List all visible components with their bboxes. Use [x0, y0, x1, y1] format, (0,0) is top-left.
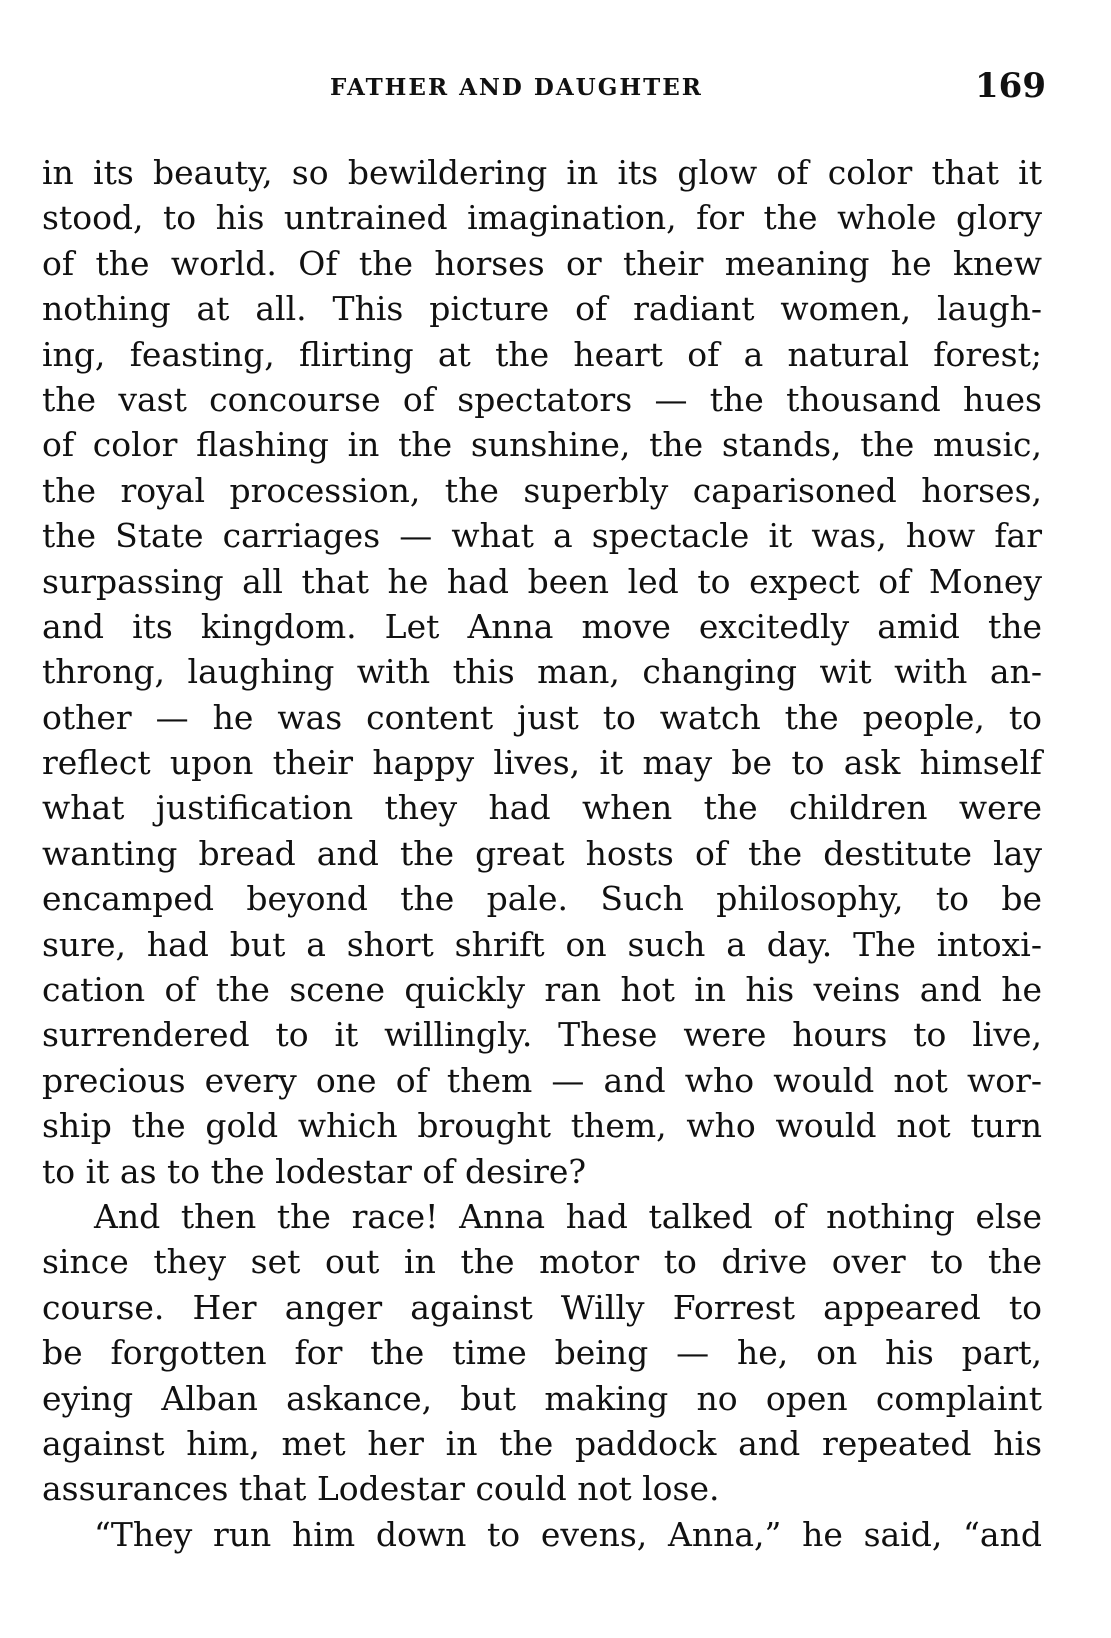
text-line: ship the gold which brought them, who would not turn	[42, 1106, 1042, 1146]
text-line: precious every one of them — and who would not wor-	[42, 1060, 1042, 1100]
text-line: be forgotten for the time being — he, on his part,	[42, 1333, 1042, 1373]
running-head	[0, 66, 1111, 106]
text-line: what justification they had when the children were	[42, 788, 1042, 828]
text-line: of the world. Of the horses or their meaning he knew	[42, 243, 1042, 283]
text-line: sure, had but a short shrift on such a day. The intoxi-	[42, 924, 1042, 964]
paragraph-start-line: And then the race! Anna had talked of nothing else	[94, 1196, 1042, 1236]
text-line: course. Her anger against Willy Forrest appeared to	[42, 1287, 1042, 1327]
text-line: of color flashing in the sunshine, the stands, the music,	[42, 425, 1042, 465]
text-line: other — he was content just to watch the people, to	[42, 697, 1042, 737]
text-line: since they set out in the motor to drive over to the	[42, 1242, 1042, 1282]
text-line: nothing at all. This picture of radiant women, laugh-	[42, 289, 1042, 329]
text-line: against him, met her in the paddock and repeated his	[42, 1423, 1042, 1463]
running-head-title: FATHER AND DAUGHTER	[330, 74, 703, 101]
text-line: surpassing all that he had been led to expect of Money	[42, 561, 1042, 601]
text-line: the State carriages — what a spectacle it was, how far	[42, 516, 1042, 556]
text-line: wanting bread and the great hosts of the destitute lay	[42, 833, 1042, 873]
text-line: cation of the scene quickly ran hot in his veins and he	[42, 970, 1042, 1010]
paragraph-end-line: to it as to the lodestar of desire?	[42, 1151, 587, 1191]
text-line: surrendered to it willingly. These were hours to live,	[42, 1015, 1042, 1055]
paragraph-start-line: “They run him down to evens, Anna,” he said, “and	[94, 1514, 1042, 1554]
body-text	[42, 150, 1042, 1557]
text-line: the vast concourse of spectators — the thousand hues	[42, 379, 1042, 419]
text-line: encamped beyond the pale. Such philosophy, to be	[42, 879, 1042, 919]
text-line: eying Alban askance, but making no open complaint	[42, 1378, 1042, 1418]
text-line: reflect upon their happy lives, it may be to ask himself	[42, 743, 1042, 783]
paragraph-end-line: assurances that Lodestar could not lose.	[42, 1469, 720, 1509]
text-line: and its kingdom. Let Anna move excitedly amid the	[42, 606, 1042, 646]
text-line: in its beauty, so bewildering in its glow of color that it	[42, 153, 1042, 192]
text-line: ing, feasting, flirting at the heart of a natural forest;	[42, 334, 1042, 374]
text-line: throng, laughing with this man, changing wit with an-	[42, 652, 1042, 692]
text-line: stood, to his untrained imagination, for the whole glory	[42, 198, 1042, 238]
page-number: 169	[975, 66, 1046, 106]
text-line: the royal procession, the superbly caparisoned horses,	[42, 470, 1042, 510]
